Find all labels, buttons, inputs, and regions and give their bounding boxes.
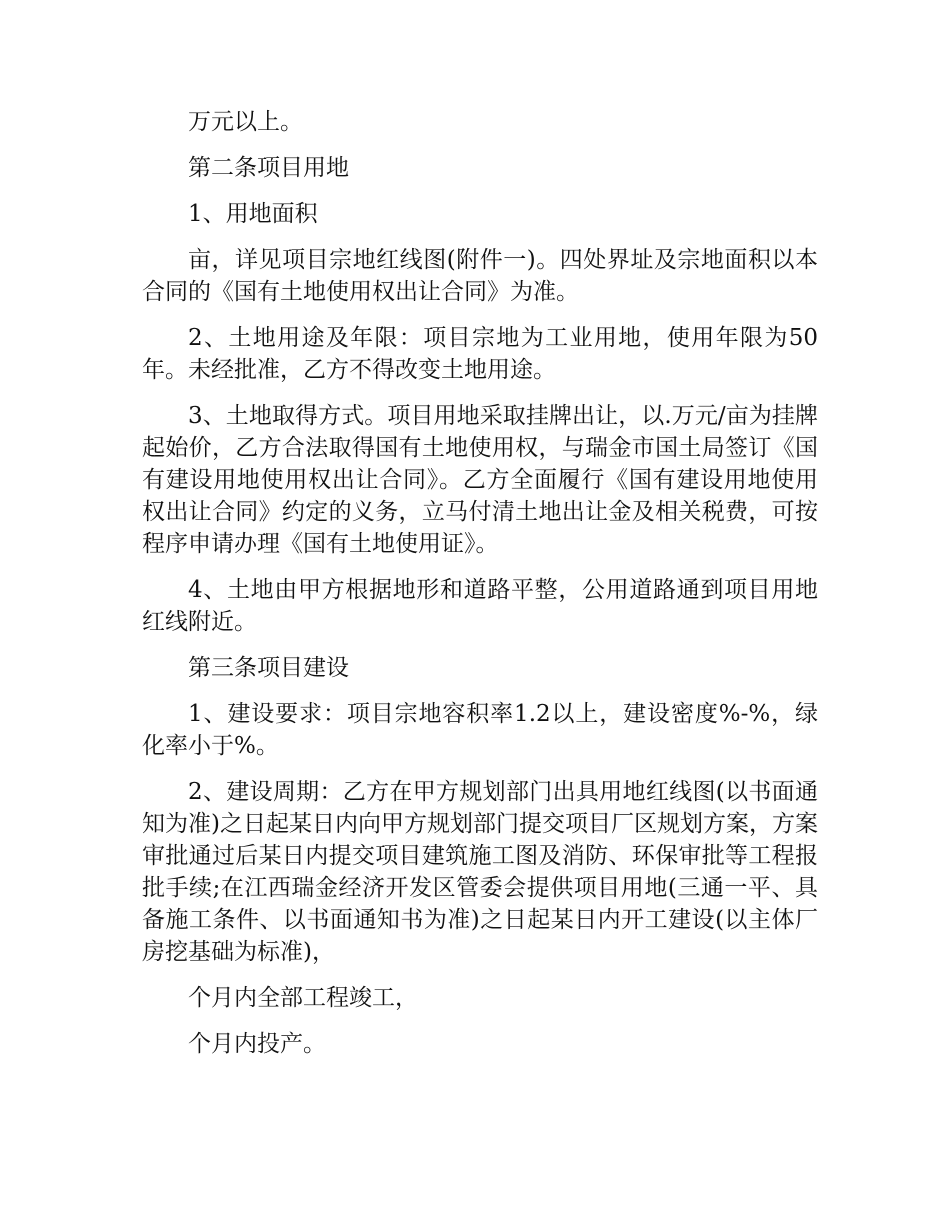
paragraph-land-use: 2、土地用途及年限：项目宗地为工业用地，使用年限为50年。未经批准，乙方不得改变土地用途。	[142, 325, 818, 383]
paragraph-land-leveling: 4、土地由甲方根据地形和道路平整，公用道路通到项目用地红线附近。	[142, 577, 818, 635]
paragraph-land-area-detail: 亩，详见项目宗地红线图(附件一)。四处界址及宗地面积以本合同的《国有土地使用权出让合同》为准。	[142, 247, 818, 305]
paragraph-land-area: 1、用地面积	[188, 201, 318, 227]
paragraph-production: 个月内投产。	[188, 1031, 326, 1057]
document-body	[142, 106, 818, 1074]
paragraph-construction-period: 2、建设周期：乙方在甲方规划部门出具用地红线图(以书面通知为准)之日起某日内向甲方规划部门提交项目厂区规划方案，方案审批通过后某日内提交项目建筑施工图及消防、环保审批等工程报批手续;在江西瑞金经济开发区管委会提供项目用地(三通一平、具备施工条件、以书面通知书为准)之日起某日内开工建设(以主体厂房挖基础为标准)，	[142, 779, 818, 965]
paragraph-construction-requirements: 1、建设要求：项目宗地容积率1.2以上，建设密度%-%，绿化率小于%。	[142, 701, 818, 759]
paragraph-completion: 个月内全部工程竣工，	[188, 985, 418, 1011]
heading-article-3: 第三条项目建设	[188, 655, 349, 681]
paragraph-land-acquisition: 3、土地取得方式。项目用地采取挂牌出让，以.万元/亩为挂牌起始价，乙方合法取得国有土地使用权，与瑞金市国土局签订《国有建设用地使用权出让合同》。乙方全面履行《国有建设用地使用权出让合同》约定的义务，立马付清土地出让金及相关税费，可按程序申请办理《国有土地使用证》。	[142, 403, 818, 557]
heading-article-2: 第二条项目用地	[188, 155, 349, 181]
paragraph-amount-tail: 万元以上。	[188, 109, 303, 135]
